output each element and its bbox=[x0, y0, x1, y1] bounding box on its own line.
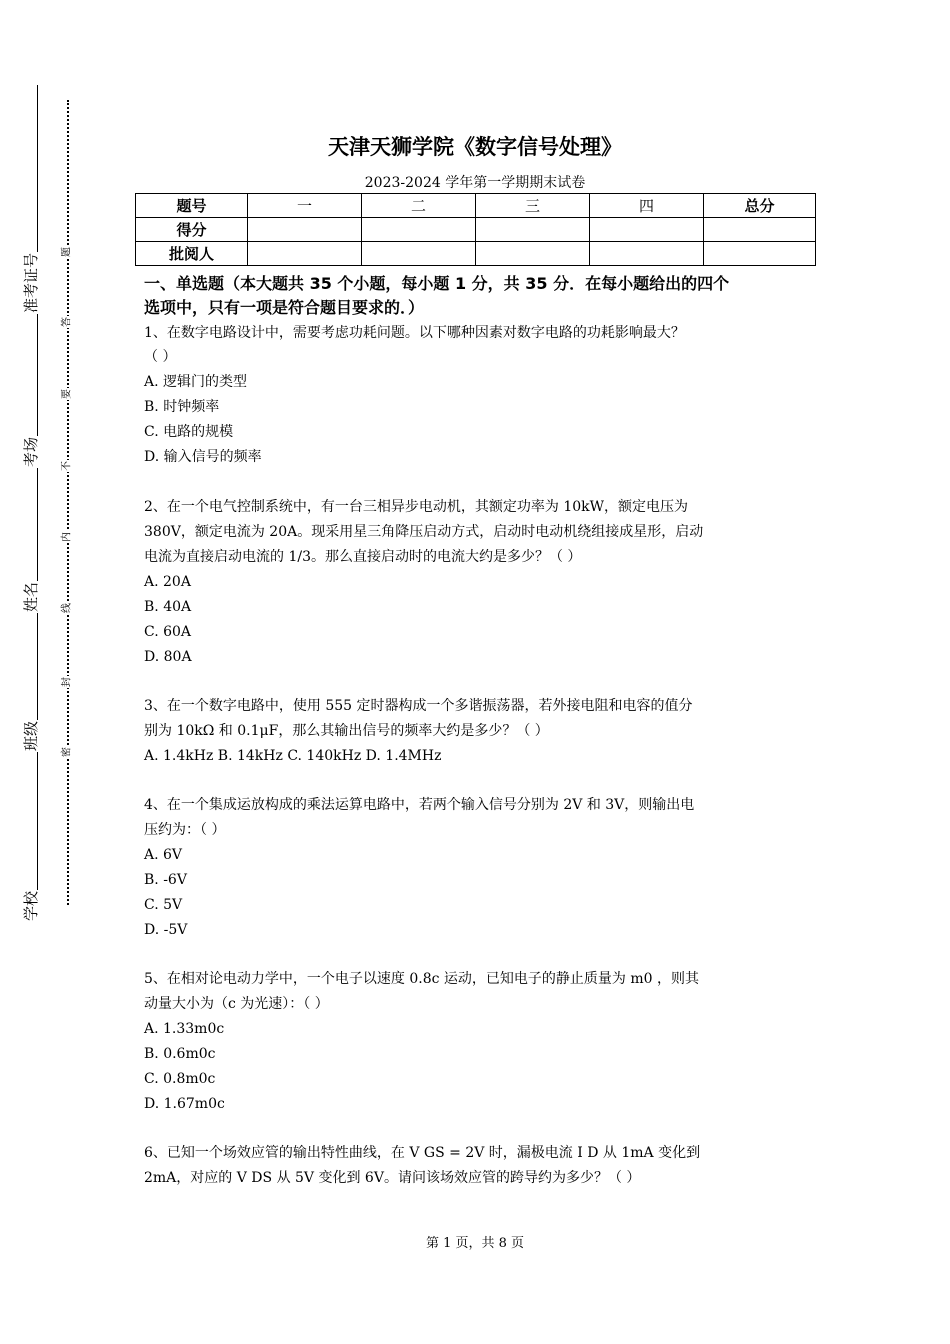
score-cell bbox=[704, 218, 816, 242]
question-1-stem: （ ） bbox=[144, 349, 177, 365]
col-header: 总分 bbox=[704, 194, 816, 218]
binding-margin bbox=[0, 0, 120, 1344]
question-1-option: A. 逻辑门的类型 bbox=[144, 374, 248, 390]
question-4-option: D. -5V bbox=[144, 922, 188, 938]
col-header: 一 bbox=[248, 194, 362, 218]
exam-title: 天津天狮学院《数字信号处理》 bbox=[328, 135, 622, 159]
score-cell bbox=[362, 218, 476, 242]
field-exam-number: 准考证号 bbox=[22, 252, 40, 314]
page-number: 第 1 页，共 8 页 bbox=[425, 1236, 525, 1251]
question-4-option: B. -6V bbox=[144, 872, 187, 888]
grader-row bbox=[136, 242, 816, 266]
section-heading bbox=[144, 272, 814, 320]
question-2-stem: 2、在一个电气控制系统中，有一台三相异步电动机，其额定功率为 10kW，额定电压为 bbox=[144, 499, 689, 515]
score-cell bbox=[476, 218, 590, 242]
score-cell bbox=[248, 218, 362, 242]
question-4-option: C. 5V bbox=[144, 897, 183, 913]
question-4-stem: 压约为：（ ） bbox=[144, 822, 226, 838]
grader-cell bbox=[248, 242, 362, 266]
question-5-option: B. 0.6m0c bbox=[144, 1046, 216, 1062]
field-class: 班级 bbox=[22, 720, 40, 752]
question-1-option: B. 时钟频率 bbox=[144, 399, 220, 415]
question-2-stem: 电流为直接启动电流的 1/3。那么直接启动时的电流大约是多少？（ ） bbox=[144, 549, 582, 565]
seal-char: 密 bbox=[61, 747, 73, 757]
row-label: 批阅人 bbox=[136, 242, 248, 266]
score-table bbox=[135, 193, 816, 266]
question-6-stem: 2mA，对应的 V DS 从 5V 变化到 6V。请问该场效应管的跨导约为多少？（ ） bbox=[144, 1170, 641, 1186]
question-5-stem: 5、在相对论电动力学中，一个电子以速度 0.8c 运动，已知电子的静止质量为 m0 ，则其 bbox=[144, 971, 699, 987]
question-4-option: A. 6V bbox=[144, 847, 183, 863]
grader-cell bbox=[362, 242, 476, 266]
question-1-stem: 1、在数字电路设计中，需要考虑功耗问题。以下哪种因素对数字电路的功耗影响最大？ bbox=[144, 325, 685, 341]
field-exam-room: 考场 bbox=[22, 436, 40, 468]
question-3-stem: 3、在一个数字电路中，使用 555 定时器构成一个多谐振荡器，若外接电阻和电容的值分 bbox=[144, 698, 693, 714]
row-label: 得分 bbox=[136, 218, 248, 242]
seal-char: 答 bbox=[61, 317, 73, 327]
question-3-stem: 别为 10kΩ 和 0.1μF，那么其输出信号的频率大约是多少？（ ） bbox=[144, 723, 549, 739]
question-2-option: B. 40A bbox=[144, 599, 192, 615]
field-name: 姓名 bbox=[22, 581, 40, 613]
question-5-option: C. 0.8m0c bbox=[144, 1071, 216, 1087]
score-table-header-row bbox=[136, 194, 816, 218]
score-row bbox=[136, 218, 816, 242]
question-1-option: C. 电路的规模 bbox=[144, 424, 234, 440]
section-heading-line: 选项中，只有一项是符合题目要求的．） bbox=[144, 298, 425, 317]
binding-solid-line bbox=[37, 85, 38, 905]
question-2-option: D. 80A bbox=[144, 649, 192, 665]
score-cell bbox=[590, 218, 704, 242]
grader-cell bbox=[590, 242, 704, 266]
section-heading-line: 一、单选题（本大题共 35 个小题，每小题 1 分，共 35 分．在每小题给出的四个 bbox=[144, 274, 730, 293]
col-header: 四 bbox=[590, 194, 704, 218]
seal-char: 要 bbox=[61, 389, 73, 399]
seal-char: 题 bbox=[61, 247, 73, 257]
seal-char: 封 bbox=[61, 677, 73, 687]
question-6-stem: 6、已知一个场效应管的输出特性曲线，在 V GS = 2V 时，漏极电流 I D 从 1mA 变化到 bbox=[144, 1145, 701, 1161]
question-2-option: A. 20A bbox=[144, 574, 191, 590]
question-5-option: D. 1.67m0c bbox=[144, 1096, 225, 1112]
question-3-option: A. 1.4kHz B. 14kHz C. 140kHz D. 1.4MHz bbox=[144, 748, 442, 764]
question-4-stem: 4、在一个集成运放构成的乘法运算电路中，若两个输入信号分别为 2V 和 3V，则输出电 bbox=[144, 797, 695, 813]
question-2-stem: 380V，额定电流为 20A。现采用星三角降压启动方式，启动时电动机绕组接成星形，启动 bbox=[144, 524, 704, 540]
question-2-option: C. 60A bbox=[144, 624, 192, 640]
seal-char: 内 bbox=[61, 532, 73, 542]
binding-dotted-line bbox=[67, 100, 69, 905]
question-5-stem: 动量大小为（c 为光速）：（ ） bbox=[144, 996, 329, 1012]
grader-cell bbox=[704, 242, 816, 266]
col-header: 题号 bbox=[136, 194, 248, 218]
exam-subtitle: 2023-2024 学年第一学期期末试卷 bbox=[364, 175, 586, 191]
grader-cell bbox=[476, 242, 590, 266]
seal-char: 线 bbox=[61, 603, 73, 613]
col-header: 三 bbox=[476, 194, 590, 218]
seal-char: 不 bbox=[61, 461, 73, 471]
field-school: 学校 bbox=[22, 890, 40, 922]
question-5-option: A. 1.33m0c bbox=[144, 1021, 225, 1037]
question-1-option: D. 输入信号的频率 bbox=[144, 449, 262, 465]
col-header: 二 bbox=[362, 194, 476, 218]
